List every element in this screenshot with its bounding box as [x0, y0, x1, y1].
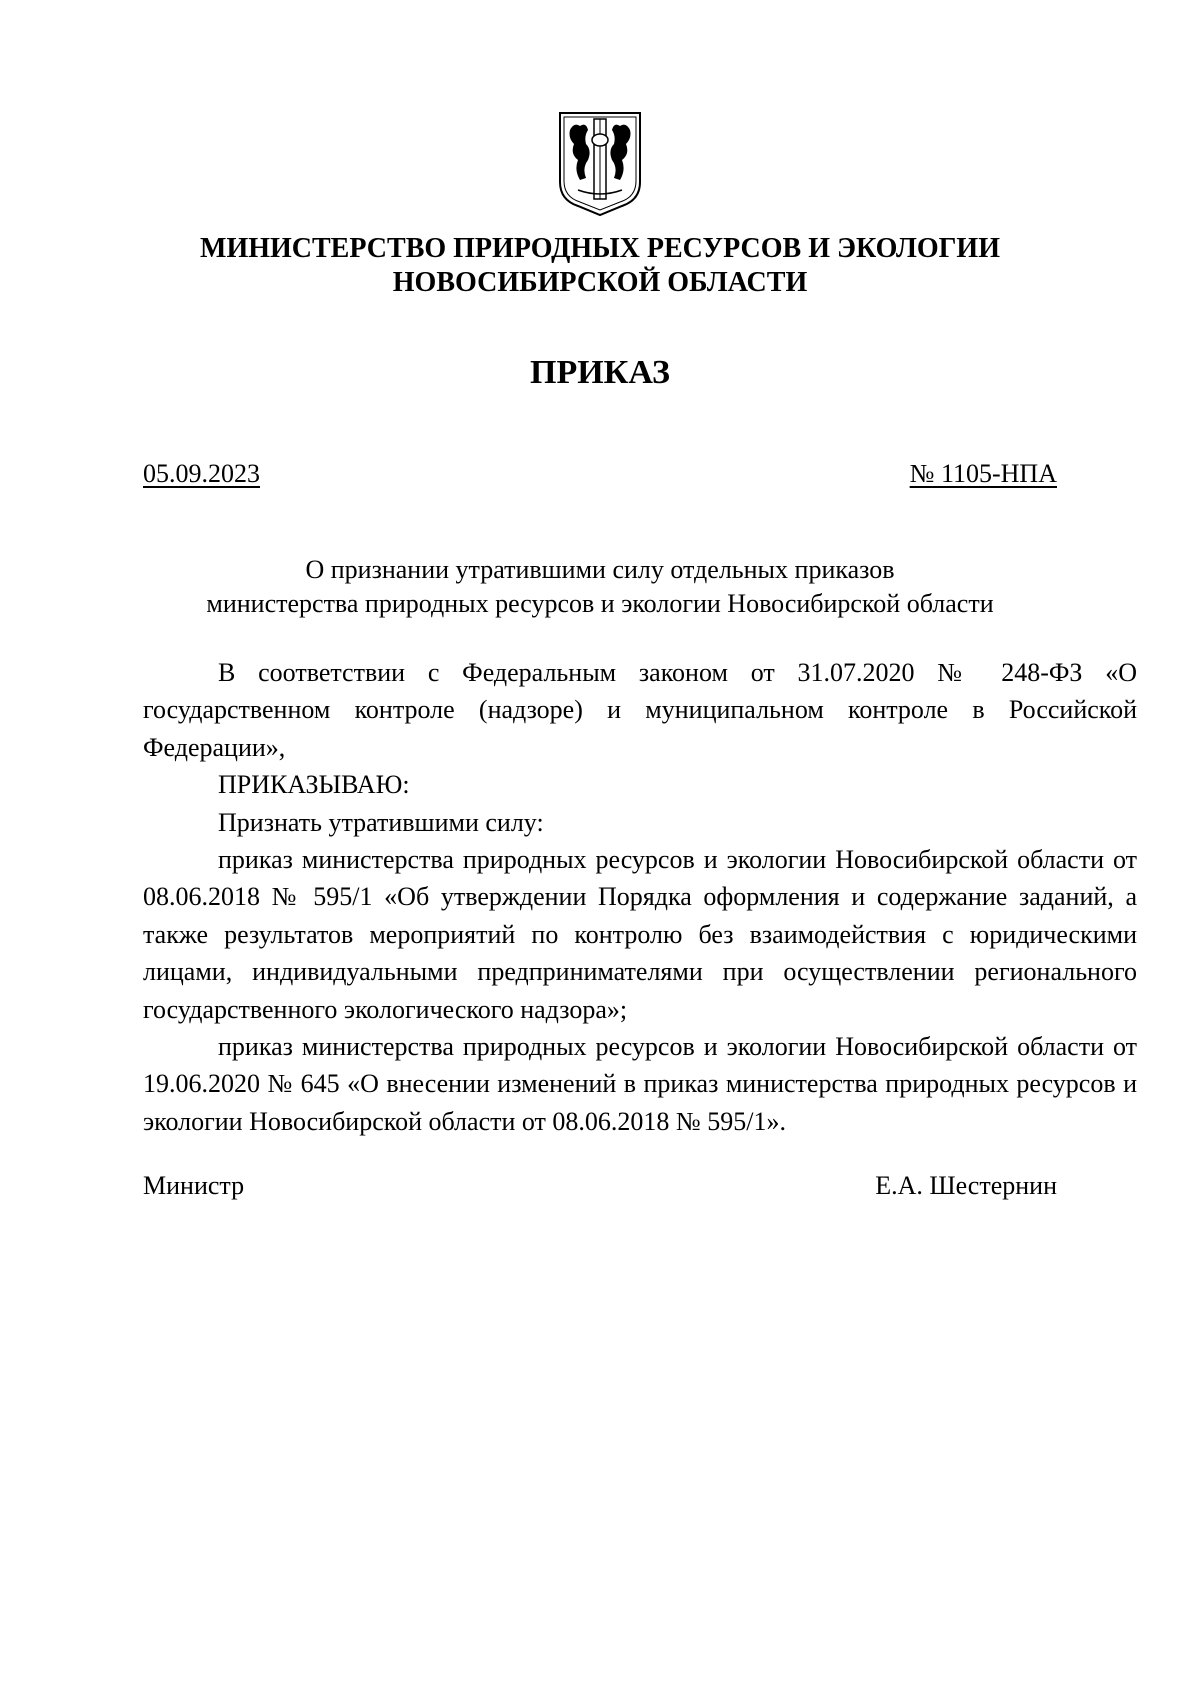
- body-paragraph-legal-basis: В соответствии с Федеральным законом от 31.07.2020 № 248-ФЗ «О государственном контроле (надзоре) и муниципальном контроле в Российской Федерации»,: [143, 658, 1137, 762]
- document-body: [143, 654, 1137, 1140]
- organization-name-line2: НОВОСИБИРСКОЙ ОБЛАСТИ: [392, 267, 808, 298]
- body-paragraph-declare: Признать утратившими силу:: [218, 807, 544, 837]
- document-date: 05.09.2023: [143, 459, 260, 488]
- coat-of-arms-icon: [556, 110, 644, 218]
- subject-line1: О признании утратившими силу отдельных приказов: [305, 555, 895, 584]
- document-subject: [0, 553, 1200, 621]
- document-number: № 1105-НПА: [909, 459, 1057, 488]
- signatory-name: Е.А. Шестернин: [875, 1171, 1057, 1200]
- subject-line2: министерства природных ресурсов и экологии Новосибирской области: [206, 589, 994, 618]
- signatory-position: Министр: [143, 1171, 245, 1200]
- body-paragraph-item-2: приказ министерства природных ресурсов и экологии Новосибирской области от 19.06.2020 № 645 «О внесении изменений в приказ министерства природных ресурсов и экологии Новосибирской области от 08.06.2018 № 595/1».: [143, 1032, 1137, 1136]
- body-paragraph-item-1: приказ министерства природных ресурсов и экологии Новосибирской области от 08.06.2018 № 595/1 «Об утверждении Порядка оформления и содержание заданий, а также результатов мероприятий по контролю без взаимодействия с юридическими лицами, индивидуальными предпринимателями при осуществлении регионального государственного экологического надзора»;: [143, 845, 1137, 1024]
- body-paragraph-order: ПРИКАЗЫВАЮ:: [218, 770, 410, 800]
- organization-name-line1: МИНИСТЕРСТВО ПРИРОДНЫХ РЕСУРСОВ И ЭКОЛОГИИ: [200, 233, 1000, 264]
- document-type-title: ПРИКАЗ: [530, 354, 670, 391]
